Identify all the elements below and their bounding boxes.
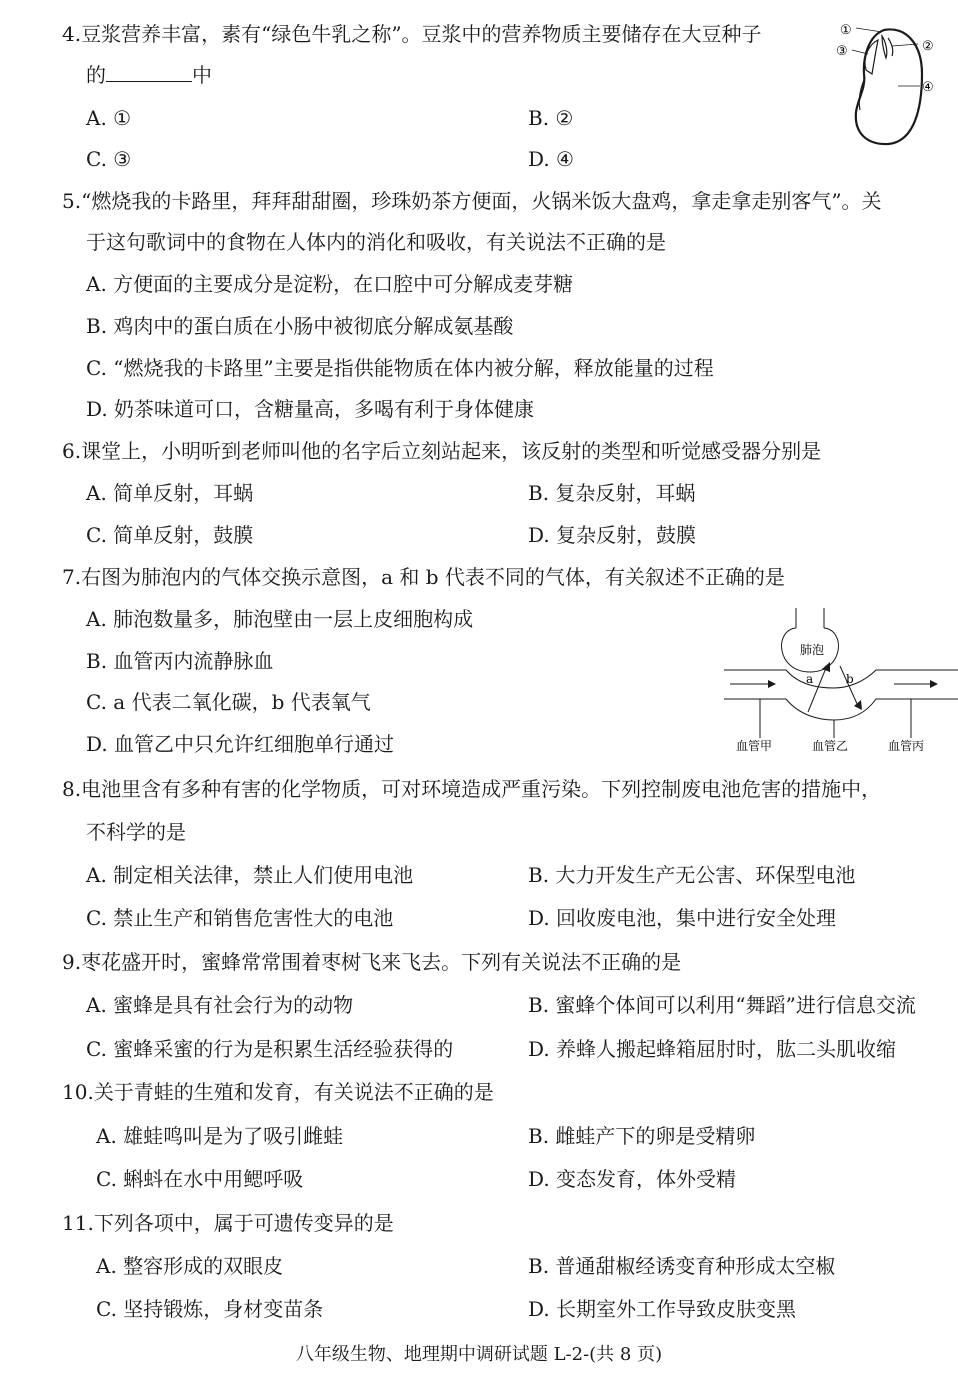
question-text: “燃烧我的卡路里，拜拜甜甜圈，珍珠奶茶方便面，火锅米饭大盘鸡，拿走拿走别客气”。关 <box>81 189 882 213</box>
option-c: C. ③ <box>86 147 132 171</box>
question-text: 电池里含有多种有害的化学物质，可对环境造成严重污染。下列控制废电池危害的措施中， <box>81 777 882 801</box>
question-number: 8. <box>62 777 82 801</box>
option-b: B. 血管丙内流静脉血 <box>86 649 274 673</box>
option-c: C. 蜜蜂采蜜的行为是积累生活经验获得的 <box>86 1037 454 1061</box>
option-a: A. 雄蛙鸣叫是为了吸引雌蛙 <box>96 1124 344 1148</box>
answer-blank <box>106 63 192 82</box>
option-c: C. 蝌蚪在水中用鳃呼吸 <box>96 1167 304 1191</box>
option-d: D. 血管乙中只允许红细胞单行通过 <box>86 732 395 756</box>
option-b: B. 复杂反射，耳蜗 <box>528 481 696 505</box>
option-a: A. 方便面的主要成分是淀粉，在口腔中可分解成麦芽糖 <box>86 272 574 296</box>
label-4: ④ <box>922 80 934 95</box>
question-text: 的 <box>86 63 106 87</box>
option-d: D. 奶茶味道可口，含糖量高，多喝有利于身体健康 <box>86 397 535 421</box>
option-c: C. a 代表二氧化碳，b 代表氧气 <box>86 690 371 714</box>
option-b: B. ② <box>528 106 574 130</box>
label-2: ② <box>922 39 934 54</box>
question-6-stem <box>62 439 821 463</box>
option-d: D. 长期室外工作导致皮肤变黑 <box>528 1297 797 1321</box>
question-11-stem <box>62 1211 394 1235</box>
question-text: 关于青蛙的生殖和发育，有关说法不正确的是 <box>93 1080 494 1104</box>
option-a: A. 蜜蜂是具有社会行为的动物 <box>86 993 354 1017</box>
question-5-stem-continued: 于这句歌词中的食物在人体内的消化和吸收，有关说法不正确的是 <box>86 230 666 254</box>
question-9-stem <box>62 950 681 974</box>
option-c: C. 禁止生产和销售危害性大的电池 <box>86 906 394 930</box>
option-a: A. ① <box>86 106 132 130</box>
label-3: ③ <box>836 44 848 59</box>
gas-a-label: a <box>806 672 814 686</box>
question-number: 11. <box>62 1211 94 1235</box>
question-number: 7. <box>62 565 82 589</box>
question-7-stem <box>62 565 785 589</box>
vessel-2-label: 血管乙 <box>812 739 849 753</box>
option-a: A. 制定相关法律，禁止人们使用电池 <box>86 863 414 887</box>
soybean-seed-diagram <box>826 14 958 154</box>
option-d: D. 复杂反射，鼓膜 <box>528 523 697 547</box>
option-a: A. 肺泡数量多，肺泡壁由一层上皮细胞构成 <box>86 607 474 631</box>
question-text: 课堂上，小明听到老师叫他的名字后立刻站起来，该反射的类型和听觉感受器分别是 <box>81 439 822 463</box>
question-10-stem <box>62 1080 494 1104</box>
question-4-stem-continued <box>86 63 212 87</box>
question-text: 下列各项中，属于可遗传变异的是 <box>93 1211 394 1235</box>
option-b: B. 雌蛙产下的卵是受精卵 <box>528 1124 756 1148</box>
question-text: 右图为肺泡内的气体交换示意图，a 和 b 代表不同的气体，有关叙述不正确的是 <box>81 565 785 589</box>
option-d: D. 回收废电池，集中进行安全处理 <box>528 906 837 930</box>
label-1: ① <box>840 23 852 38</box>
option-d: D. ④ <box>528 147 574 171</box>
soybean-seed-figure <box>826 14 958 154</box>
question-number: 4. <box>62 22 82 46</box>
question-number: 5. <box>62 189 82 213</box>
question-5-stem <box>62 189 882 213</box>
vessel-1-label: 血管甲 <box>736 739 773 753</box>
option-b: B. 大力开发生产无公害、环保型电池 <box>528 863 856 887</box>
question-text: 枣花盛开时，蜜蜂常常围着枣树飞来飞去。下列有关说法不正确的是 <box>81 950 682 974</box>
option-c: C. “燃烧我的卡路里”主要是指供能物质在体内被分解，释放能量的过程 <box>86 356 714 380</box>
question-text: 中 <box>192 63 212 87</box>
option-d: D. 养蜂人搬起蜂箱屈肘时，肱二头肌收缩 <box>528 1037 897 1061</box>
question-text: 豆浆营养丰富，素有“绿色牛乳之称”。豆浆中的营养物质主要储存在大豆种子 <box>81 22 762 46</box>
question-number: 10. <box>62 1080 94 1104</box>
option-b: B. 鸡肉中的蛋白质在小肠中被彻底分解成氨基酸 <box>86 314 514 338</box>
alveolus-diagram <box>724 606 958 756</box>
option-b: B. 普通甜椒经诱变育种形成太空椒 <box>528 1254 836 1278</box>
option-a: A. 整容形成的双眼皮 <box>96 1254 284 1278</box>
question-4-stem <box>62 22 762 46</box>
gas-b-label: b <box>846 672 854 686</box>
option-c: C. 简单反射，鼓膜 <box>86 523 254 547</box>
option-a: A. 简单反射，耳蜗 <box>86 481 254 505</box>
option-b: B. 蜜蜂个体间可以利用“舞蹈”进行信息交流 <box>528 993 916 1017</box>
option-c: C. 坚持锻炼，身材变苗条 <box>96 1297 324 1321</box>
question-number: 9. <box>62 950 82 974</box>
option-d: D. 变态发育，体外受精 <box>528 1167 737 1191</box>
alveolus-label: 肺泡 <box>800 643 825 657</box>
question-8-stem <box>62 777 881 801</box>
alveolus-gas-exchange-figure <box>724 606 958 756</box>
question-8-stem-continued: 不科学的是 <box>86 820 186 844</box>
page-footer: 八年级生物、地理期中调研试题 L-2-(共 8 页) <box>295 1344 663 1365</box>
vessel-3-label: 血管丙 <box>888 739 925 753</box>
question-number: 6. <box>62 439 82 463</box>
